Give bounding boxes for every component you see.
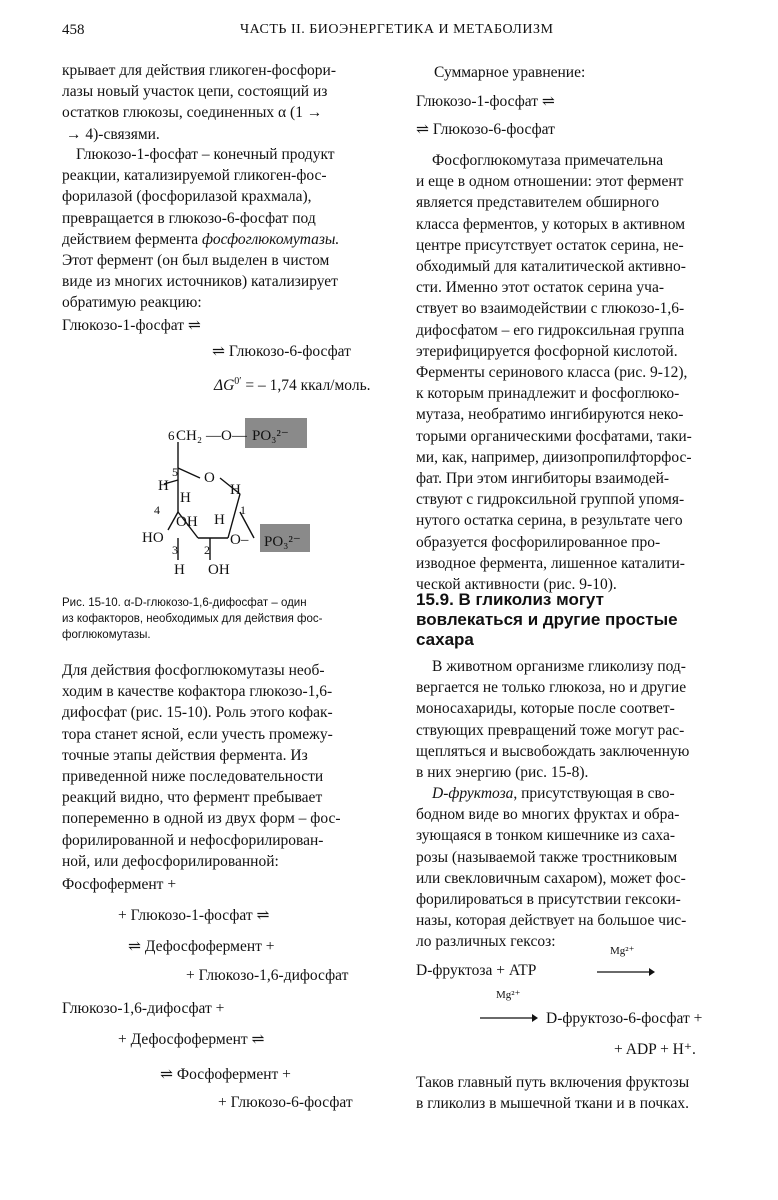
svg-text:2: 2 (204, 543, 210, 557)
svg-text:O: O (204, 470, 215, 486)
figure-caption: Рис. 15-10. α-D-глюкозо-1,6-дифосфат – один из кофакторов, необходимых для действия фос- фоглюкомутазы. (62, 597, 323, 641)
svg-text:H: H (214, 512, 225, 528)
svg-text:OH: OH (176, 514, 198, 530)
mg-label-bottom: Mg²⁺ (496, 989, 521, 1001)
reaction-line-7: ⇌ Фосфофермент + (160, 1066, 291, 1083)
enzyme-name: фосфоглюкомутазы. (202, 230, 340, 248)
reaction-line-1: Фосфофермент + (62, 876, 177, 893)
svg-text:O–: O– (230, 532, 249, 548)
svg-text:OH: OH (208, 562, 230, 578)
svg-text:PO₃²⁻: PO₃²⁻ (252, 428, 289, 444)
glucose-diphosphate-structure (140, 412, 320, 580)
summary-right: ⇌ Глюкозо-6-фосфат (416, 121, 555, 138)
arrow-1 (595, 966, 655, 978)
svg-text:—O—: —O— (206, 428, 247, 444)
eq1-dg: $\Delta G^{0'}$ = – 1,74 ккал/моль. (214, 376, 371, 395)
page-number: 458 (62, 22, 85, 38)
reaction-line-2: + Глюкозо-1-фосфат ⇌ (118, 907, 270, 924)
reaction-line-3: ⇌ Дефосфофермент + (128, 938, 275, 955)
fructose-line-1: D-фруктоза + ATP (416, 962, 537, 979)
svg-text:4: 4 (154, 503, 160, 517)
fructose-line-3: + ADP + H⁺. (614, 1041, 696, 1058)
reaction-line-5: Глюкозо-1,6-дифосфат + (62, 1000, 225, 1017)
reaction-line-4: + Глюкозо-1,6-дифосфат (186, 967, 349, 984)
left-paragraph-2: Глюкозо-1-фосфат – конечный продукт реакции, катализируемой гликоген-фос- форилазой (фосфорилазой крахмала), превращается в глюкозо-6-фосфат под действием фермента фосфоглюкомутазы. Этот фермент (он был выделен в чистом виде из многих источников) катализирует обратимую реакцию: (62, 146, 340, 312)
running-title: ЧАСТЬ II. БИОЭНЕРГЕТИКА И МЕТАБОЛИЗМ (240, 22, 554, 37)
right-paragraph-4: Фосфоглюкомутаза примечательна и еще в одном отношении: этот фермент является представителем обширного класса ферментов, у которых в активном центре присутствует остаток серина, не- обходимый для каталитической активно- сти. Именно этот остаток серина уча- ствует во взаимодействии с глюкозо-1,6- дифосфатом – его гидроксильная группа этерифицируется фосфорной кислотой. Ферменты серинового класса (рис. 9-12), к которым принадлежит и фосфоглюко- мутаза, необратимо ингибируются неко- торыми органическими фосфатами, таки- ми, как, например, диизопропилфторфос- фат. При этом ингибиторы взаимодей- ствуют с гидроксильной группой упомя- нутого остатка серина, в результате чего образуется фосфорилированное про- изводное фермента, лишенное каталити- ческой активности (рис. 9-10). (416, 152, 692, 594)
svg-text:1: 1 (240, 503, 246, 517)
left-paragraph-1: крывает для действия гликоген-фосфори- лазы новый участок цепи, состоящий из остатков глюкозы, соединенных α (1 → → 4)-связями. (62, 62, 337, 143)
right-paragraph-6: D-фруктоза, присутствующая в сво- бодном виде во многих фруктах и обра- зующаяся в тонком кишечнике из саха- розы (называемой также тростниковым или свекловичным сахаром), может фос- форилироваться в присутствии гексоки- назы, которая действует на большое чис- ло различных гексоз: (416, 785, 687, 951)
summary-label: Суммарное уравнение: (434, 64, 586, 81)
svg-text:HO: HO (142, 530, 164, 546)
eq1-left: Глюкозо-1-фосфат ⇌ (62, 317, 201, 334)
mg-label-top: Mg²⁺ (610, 945, 635, 957)
enzyme-prefix: действием фермента (62, 230, 203, 248)
svg-text:3: 3 (172, 543, 178, 557)
svg-text:PO₃²⁻: PO₃²⁻ (264, 534, 301, 550)
fructose-line-2: D-фруктозо-6-фосфат + (546, 1010, 703, 1027)
left-paragraph-3: Для действия фосфоглюкомутазы необ- ходим в качестве кофактора глюкозо-1,6- дифосфат (рис. 15-10). Роль этого кофак- тора станет ясной, если учесть промежу- точные этапы действия фермента. Из приведенной ниже последовательности реакций видно, что фермент пребывает попеременно в одной из двух форм – фос- форилированной и нефосфорилирован- ной, или дефосфорилированной: (62, 662, 341, 870)
section-heading: 15.9. В гликолиз могут вовлекаться и другие простые сахара (416, 590, 678, 649)
svg-text:CH₂: CH₂ (176, 428, 203, 444)
svg-text:5: 5 (172, 465, 178, 479)
svg-text:6: 6 (168, 428, 175, 443)
arrow-2 (478, 1012, 538, 1024)
right-paragraph-7: Таков главный путь включения фруктозы в гликолиз в мышечной ткани и в почках. (416, 1074, 690, 1113)
summary-left: Глюкозо-1-фосфат ⇌ (416, 93, 555, 110)
eq1-right: ⇌ Глюкозо-6-фосфат (212, 343, 351, 360)
reaction-line-8: + Глюкозо-6-фосфат (218, 1094, 353, 1111)
svg-text:H: H (174, 562, 185, 578)
fructose-term: D-фруктоза (432, 785, 514, 802)
svg-text:H: H (180, 490, 191, 506)
svg-text:H: H (230, 482, 241, 498)
svg-text:H: H (158, 478, 169, 494)
right-paragraph-5: В животном организме гликолизу под- вергается не только глюкоза, но и другие моносахариды, которые после соответ- ствующих превращений тоже могут рас- щепляться и высвобождать заключенную в них энергию (рис. 15-8). (416, 658, 690, 782)
reaction-line-6: + Дефосфофермент ⇌ (118, 1031, 265, 1048)
